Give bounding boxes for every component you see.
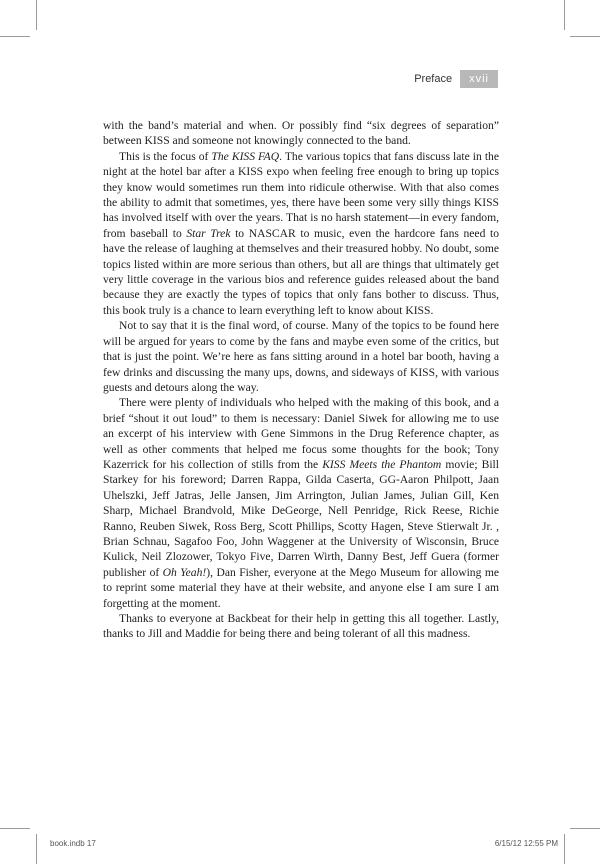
text-run: . The various topics that fans discuss late in the night at the hotel bar after a KISS expo when feeling free enough to bring up topics they know would sometimes run them into ridicule otherwise. With that also comes the ability to admit that sometimes, yes, there have been some very silly things KISS has involved itself with over the years. That is no harsh statement—in every fandom, from baseball to — [103, 149, 499, 240]
italic-title: Star Trek — [186, 226, 231, 240]
paragraph: Not to say that it is the final word, of course. Many of the topics to be found here will be argued for years to come by the fans and maybe even some of the critics, but that is just the point. We’re here as fans sitting around in a hotel bar booth, having a few drinks and discussing the many ups, downs, and sideways of KISS, with various guests and detours along the way. — [103, 319, 499, 394]
slug-file: book.indb 17 — [50, 839, 96, 848]
section-title: Preface — [414, 73, 453, 85]
paragraph: Thanks to everyone at Backbeat for their help in getting this all together. Lastly, thanks to Jill and Maddie for being there and being tolerant of all this madness. — [103, 612, 499, 641]
crop-mark — [36, 834, 37, 864]
text-run: movie; Bill Starkey for his foreword; Darren Rappa, Gilda Caserta, GG-Aaron Philpott, Jaan Uhelszki, Jeff Jatras, Jelle Jansen, Jim Arrington, Julian James, Julian Gill, Ken Sharp, Michael Brandvold, Mike DeGeorge, Nell Penridge, Rick Reese, Richie Ranno, Reuben Siwek, Ross Berg, Scott Phillips, Scotty Hagen, Steve Stierwalt Jr. , Brian Schnau, Sagafoo Foo, John Waggener at the University of Wisconsin, Bruce Kulick, Neil Zlozower, Tokyo Five, Darren Wirth, Danny Best, Jeff Guera (former publisher of — [103, 457, 499, 579]
slug-timestamp: 6/15/12 12:55 PM — [494, 839, 558, 848]
crop-mark — [570, 828, 600, 829]
text-run: to NASCAR to music, even the hardcore fans need to have the release of laughing at themselves and their treasured hobby. No doubt, some topics listed within are more serious than others, but all are things that ultimately get very little coverage in the various bios and reference guides released about the band because they are exactly the types of topics that only fans bother to discuss. Thus, this book truly is a chance to learn everything left to know about KISS. — [103, 226, 500, 317]
paragraph — [103, 149, 499, 318]
italic-title: KISS Meets the Phantom — [322, 457, 442, 471]
page-number: xvii — [460, 70, 498, 88]
text-run: ), Dan Fisher, everyone at the Mego Museum for allowing me to reprint some material they have at their website, and anyone else I am sure I am forgetting at the moment. — [103, 565, 499, 610]
crop-mark — [570, 36, 600, 37]
crop-mark — [564, 834, 565, 864]
body-text — [103, 118, 499, 642]
crop-mark — [564, 0, 565, 30]
paragraph: with the band’s material and when. Or possibly find “six degrees of separation” between KISS and someone not knowingly connected to the band. — [103, 119, 499, 148]
running-header — [414, 70, 498, 88]
crop-mark — [0, 828, 30, 829]
crop-mark — [36, 0, 37, 30]
text-run: There were plenty of individuals who helped with the making of this book, and a brief “shout it out loud” to them is necessary: Daniel Siwek for allowing me to use an excerpt of his interview with Gene Simmons in the Drug Reference chapter, as well as other comments that helped me focus some thoughts for the book; Tony Kazerrick for his collection of stills from the — [103, 396, 499, 471]
paragraph — [103, 395, 499, 611]
italic-title: The KISS FAQ — [211, 149, 280, 163]
italic-title: Oh Yeah! — [162, 565, 207, 579]
crop-mark — [0, 36, 30, 37]
text-run: This is the focus of — [119, 149, 212, 163]
